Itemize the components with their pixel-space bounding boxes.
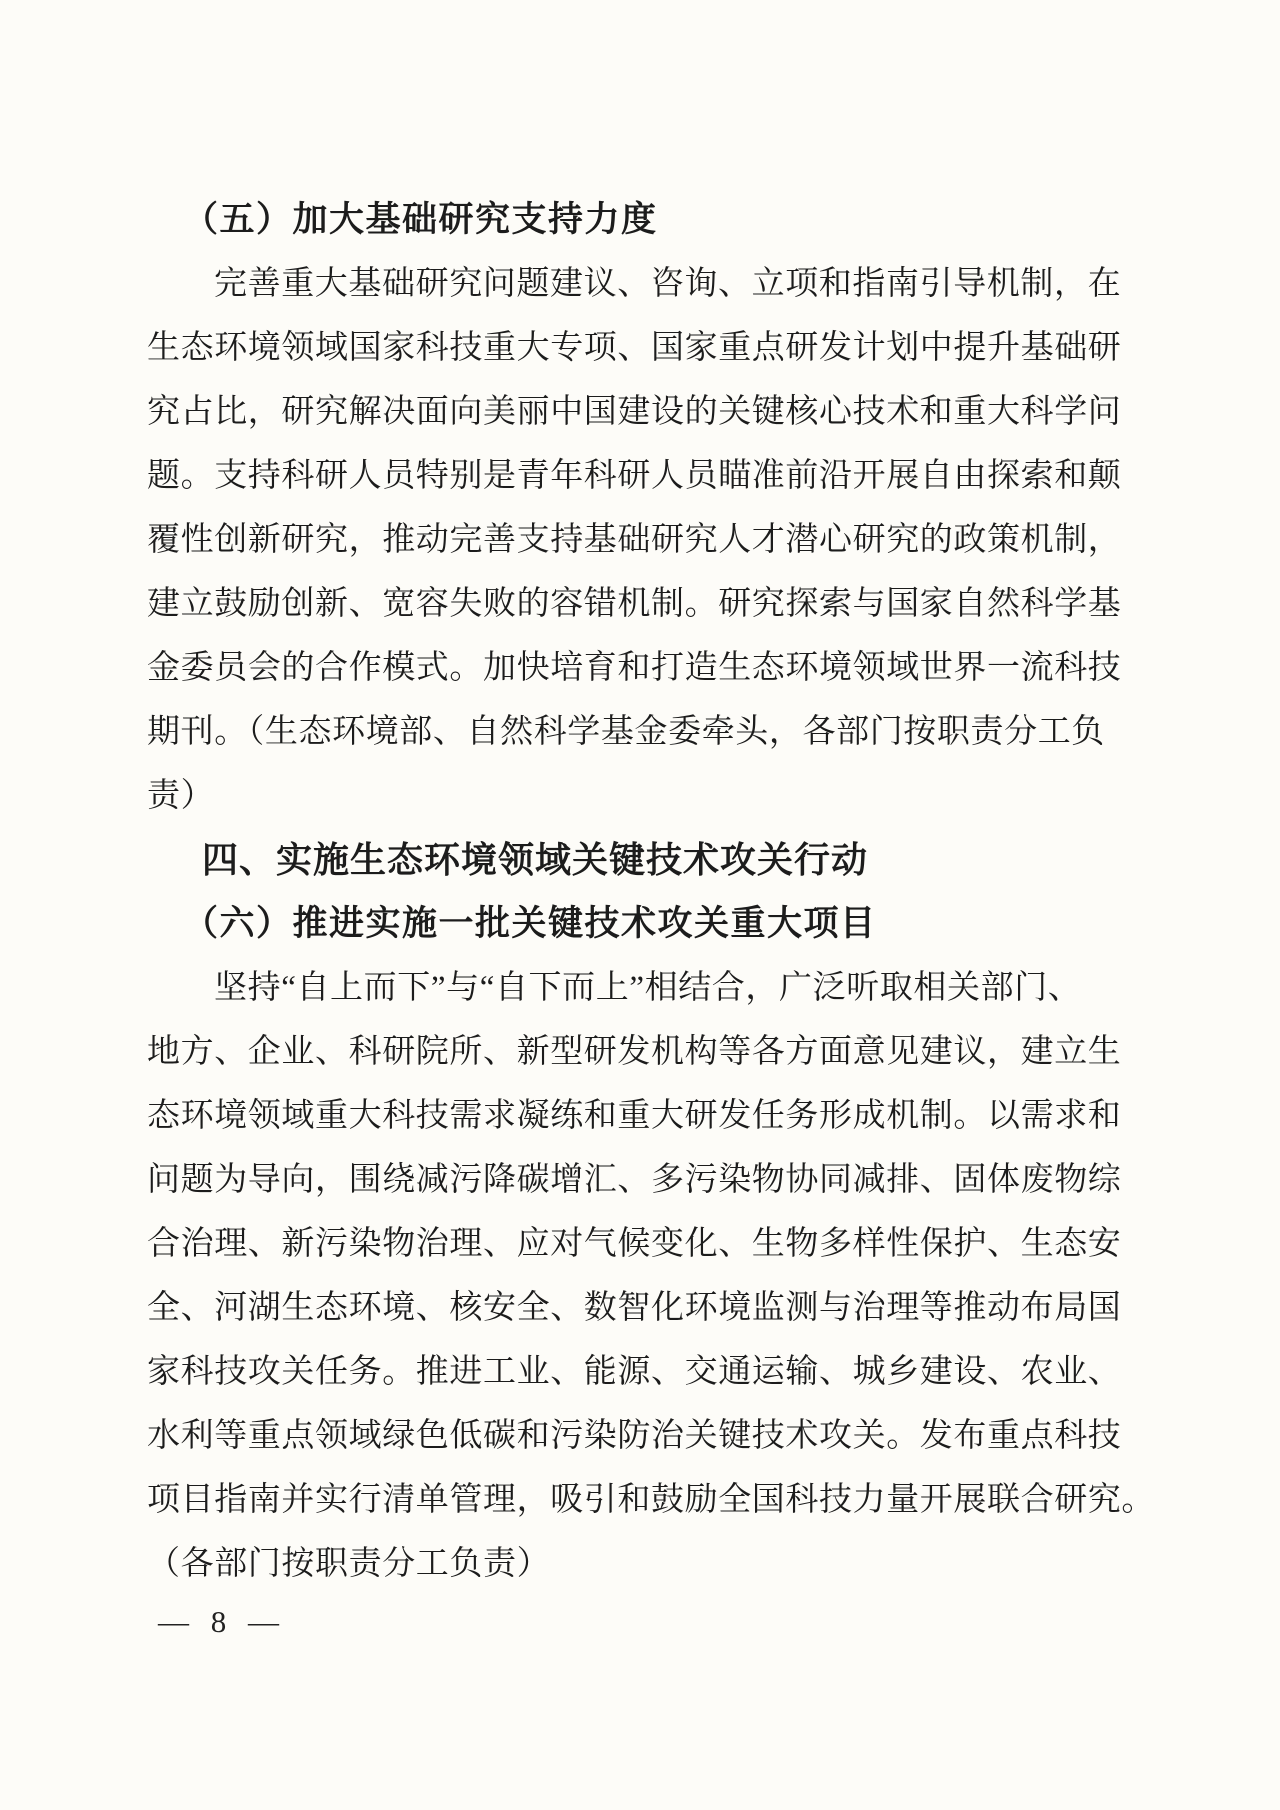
text-line: 项目指南并实行清单管理，吸引和鼓励全国科技力量开展联合研究。 <box>147 1482 1155 1518</box>
text-line: 家科技攻关任务。推进工业、能源、交通运输、城乡建设、农业、 <box>147 1354 1122 1390</box>
text-line: 期刊。（生态环境部、自然科学基金委牵头，各部门按职责分工负 <box>147 714 1105 750</box>
text-line: 合治理、新污染物治理、应对气候变化、生物多样性保护、生态安 <box>147 1226 1122 1262</box>
text-line: 地方、企业、科研院所、新型研发机构等各方面意见建议，建立生 <box>147 1034 1122 1070</box>
text-line: 坚持“自上而下”与“自下而上”相结合，广泛听取相关部门、 <box>214 970 1082 1006</box>
heading-section-5: （五）加大基础研究支持力度 <box>183 200 658 239</box>
text-line: 生态环境领域国家科技重大专项、国家重点研发计划中提升基础研 <box>147 330 1122 366</box>
text-line: 完善重大基础研究问题建议、咨询、立项和指南引导机制，在 <box>214 266 1122 302</box>
page-body <box>147 188 1155 1596</box>
text-line: 责） <box>147 778 215 814</box>
heading-part-4: 四、实施生态环境领域关键技术攻关行动 <box>202 839 869 880</box>
text-line: 水利等重点领域绿色低碳和污染防治关键技术攻关。发布重点科技 <box>147 1418 1122 1454</box>
text-line: 态环境领域重大科技需求凝练和重大研发任务形成机制。以需求和 <box>147 1098 1122 1134</box>
page-number: — 8 — <box>158 1604 286 1639</box>
text-line: 究占比，研究解决面向美丽中国建设的关键核心技术和重大科学问 <box>147 394 1122 430</box>
paragraph-section-5 <box>147 252 1132 828</box>
text-line: 建立鼓励创新、宽容失败的容错机制。研究探索与国家自然科学基 <box>147 586 1122 622</box>
text-line: 题。支持科研人员特别是青年科研人员瞄准前沿开展自由探索和颠 <box>147 458 1122 494</box>
text-line: 全、河湖生态环境、核安全、数智化环境监测与治理等推动布局国 <box>147 1290 1122 1326</box>
text-line: （各部门按职责分工负责） <box>147 1546 551 1582</box>
text-line: 问题为导向，围绕减污降碳增汇、多污染物协同减排、固体废物综 <box>147 1162 1122 1198</box>
text-line: 金委员会的合作模式。加快培育和打造生态环境领域世界一流科技 <box>147 650 1122 686</box>
heading-section-6: （六）推进实施一批关键技术攻关重大项目 <box>183 904 877 943</box>
paragraph-section-6 <box>147 956 1155 1596</box>
text-line: 覆性创新研究，推动完善支持基础研究人才潜心研究的政策机制， <box>147 522 1122 558</box>
